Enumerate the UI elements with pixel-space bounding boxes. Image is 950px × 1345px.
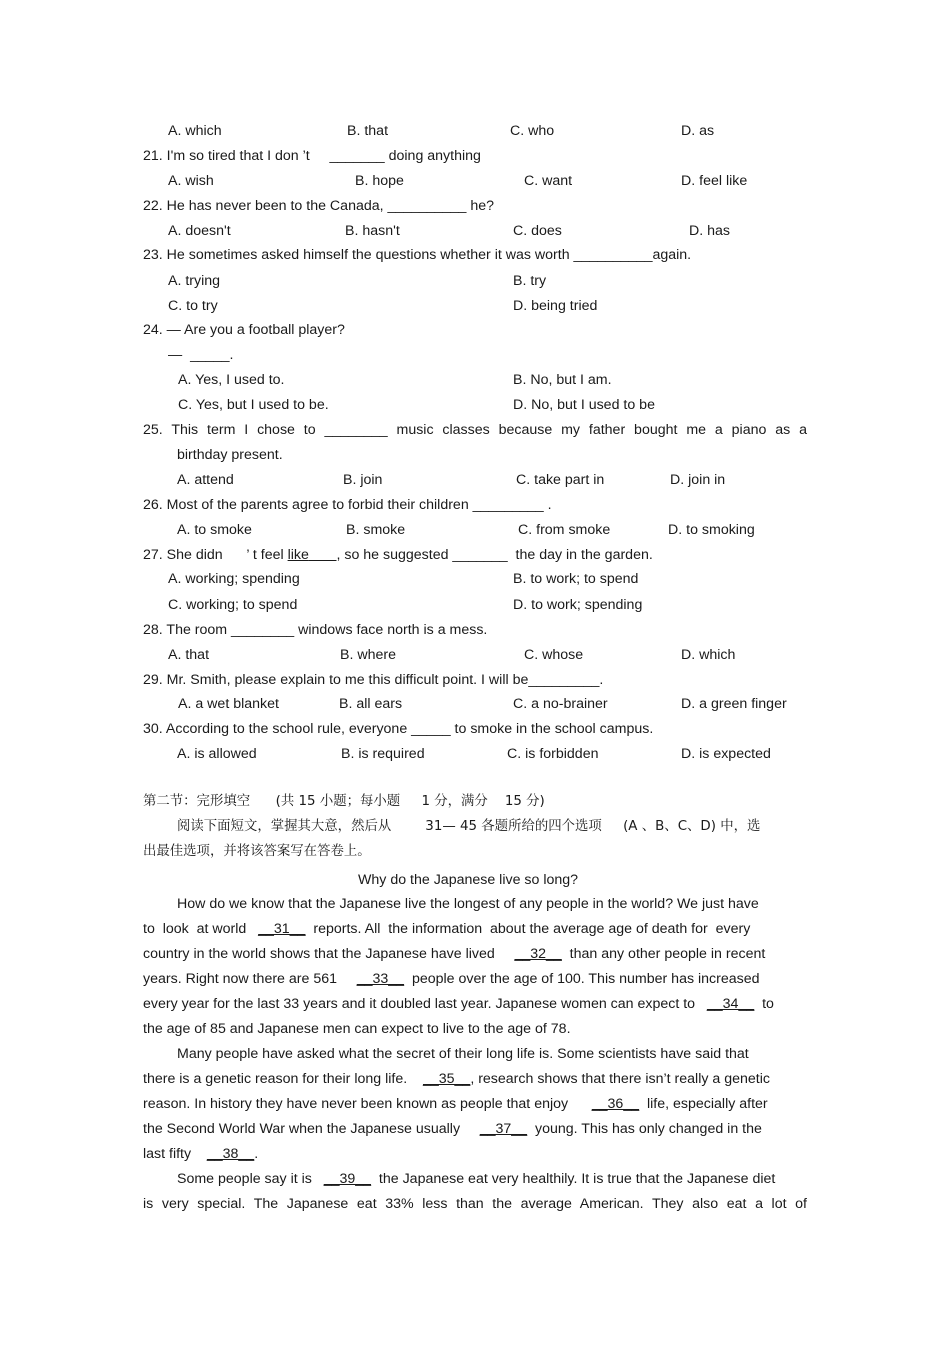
passage-line: Some people say it is __39__ the Japanese eat very healthily. It is true that the Japanese diet <box>177 1171 776 1187</box>
q29-option-d: D. a green finger <box>681 696 787 712</box>
q26-option-b: B. smoke <box>346 522 406 538</box>
q27-option-c: C. working; to spend <box>168 597 298 613</box>
passage-line: years. Right now there are 561 __33__ people over the age of 100. This number has increased <box>143 971 760 987</box>
q25-option-c: C. take part in <box>516 472 605 488</box>
blank-33: __33__ <box>356 971 405 987</box>
passage-line: last fifty __38__. <box>143 1146 259 1162</box>
q23-option-c: C. to try <box>168 298 218 314</box>
q27-option-b: B. to work; to spend <box>513 571 639 587</box>
q24-option-b: B. No, but I am. <box>513 372 612 388</box>
q28-option-d: D. which <box>681 647 736 663</box>
passage-line: the Second World War when the Japanese usually __37__ young. This has only changed in the <box>143 1121 762 1137</box>
q24-option-d: D. No, but I used to be <box>513 397 655 413</box>
blank-39: __39__ <box>323 1171 372 1187</box>
blank-36: __36__ <box>591 1096 640 1112</box>
q24-option-c: C. Yes, but I used to be. <box>178 397 329 413</box>
q20-option-c: C. who <box>510 123 555 139</box>
q30-stem: 30. According to the school rule, everyone _____ to smoke in the school campus. <box>143 721 654 737</box>
q25-option-a: A. attend <box>177 472 234 488</box>
passage-line: is very special. The Japanese eat 33% less than the average American. They also eat a lot of <box>143 1196 807 1212</box>
q29-option-a: A. a wet blanket <box>178 696 279 712</box>
blank-32: __32__ <box>514 946 562 962</box>
q27-option-d: D. to work; spending <box>513 597 643 613</box>
section-heading: 第二节：完形填空 (共 15 小题；每小题 1 分，满分 15 分) <box>143 794 545 809</box>
q24-stem: 24. — Are you a football player? <box>143 322 345 338</box>
q20-option-d: D. as <box>681 123 715 139</box>
q23-option-a: A. trying <box>168 273 221 289</box>
passage-line: there is a genetic reason for their long life. __35__, research shows that there isn’t really a genetic <box>143 1071 770 1087</box>
q22-stem: 22. He has never been to the Canada, __________ he? <box>143 198 495 214</box>
q25-option-d: D. join in <box>670 472 726 488</box>
q30-option-b: B. is required <box>341 746 425 762</box>
q21-option-a: A. wish <box>168 173 214 189</box>
q21-option-b: B. hope <box>355 173 404 189</box>
q25-stem-continued: birthday present. <box>177 447 283 463</box>
passage-line: reason. In history they have never been known as people that enjoy __36__ life, especially after <box>143 1096 768 1112</box>
q22-option-a: A. doesn't <box>168 223 231 239</box>
passage-line: every year for the last 33 years and it doubled last year. Japanese women can expect to __34__ to <box>143 996 774 1012</box>
q26-option-a: A. to smoke <box>177 522 252 538</box>
q25-option-b: B. join <box>343 472 383 488</box>
q20-option-a: A. which <box>168 123 222 139</box>
q28-option-c: C. whose <box>524 647 584 663</box>
passage-line: to look at world __31__ reports. All the information about the average age of death for every <box>143 921 751 937</box>
q22-option-c: C. does <box>513 223 562 239</box>
q27-option-a: A. working; spending <box>168 571 300 587</box>
q30-option-a: A. is allowed <box>177 746 257 762</box>
q25-stem: 25. This term I chose to ________ music classes because my father bought me a piano as a <box>143 422 807 438</box>
q23-option-d: D. being tried <box>513 298 598 314</box>
q21-option-d: D. feel like <box>681 173 748 189</box>
q26-option-c: C. from smoke <box>518 522 611 538</box>
blank-37: __37__ <box>479 1121 528 1137</box>
passage-line: the age of 85 and Japanese men can expect to live to the age of 78. <box>143 1021 571 1037</box>
blank-38: __38__ <box>206 1146 255 1162</box>
q24-option-a: A. Yes, I used to. <box>178 372 285 388</box>
q20-option-b: B. that <box>347 123 389 139</box>
passage-line: How do we know that the Japanese live the longest of any people in the world? We just have <box>177 896 759 912</box>
blank-34: __34__ <box>706 996 755 1012</box>
blank-31: __31__ <box>258 921 306 937</box>
q29-stem: 29. Mr. Smith, please explain to me this difficult point. I will be_________. <box>143 672 604 688</box>
blank-35: __35__ <box>422 1071 471 1087</box>
passage-title: Why do the Japanese live so long? <box>358 872 579 888</box>
q22-option-b: B. hasn't <box>345 223 400 239</box>
q29-option-c: C. a no-brainer <box>513 696 608 712</box>
section-instructions-line2: 出最佳选项，并将该答案写在答卷上。 <box>143 844 371 859</box>
q26-stem: 26. Most of the parents agree to forbid their children _________ . <box>143 497 552 513</box>
q28-option-a: A. that <box>168 647 210 663</box>
q28-option-b: B. where <box>340 647 396 663</box>
q28-stem: 28. The room ________ windows face north is a mess. <box>143 622 488 638</box>
q27-stem: 27. She didn ’ t feel like , so he suggested _______ the day in the garden. <box>143 547 653 563</box>
q24-reply: — _____. <box>168 347 234 363</box>
section-instructions-line1: 阅读下面短文，掌握其大意，然后从 31— 45 各题所给的四个选项 (A 、B、C、D) 中，选 <box>177 819 761 834</box>
q23-option-b: B. try <box>513 273 547 289</box>
passage-line: Many people have asked what the secret of their long life is. Some scientists have said that <box>177 1046 749 1062</box>
q29-option-b: B. all ears <box>339 696 403 712</box>
passage-line: country in the world shows that the Japanese have lived __32__ than any other people in recent <box>143 946 766 962</box>
q23-stem: 23. He sometimes asked himself the questions whether it was worth __________again. <box>143 247 692 263</box>
q21-stem: 21. I'm so tired that I don ’t _______ doing anything <box>143 148 481 164</box>
q30-option-d: D. is expected <box>681 746 771 762</box>
q26-option-d: D. to smoking <box>668 522 755 538</box>
q30-option-c: C. is forbidden <box>507 746 599 762</box>
q22-option-d: D. has <box>689 223 731 239</box>
q21-option-c: C. want <box>524 173 573 189</box>
